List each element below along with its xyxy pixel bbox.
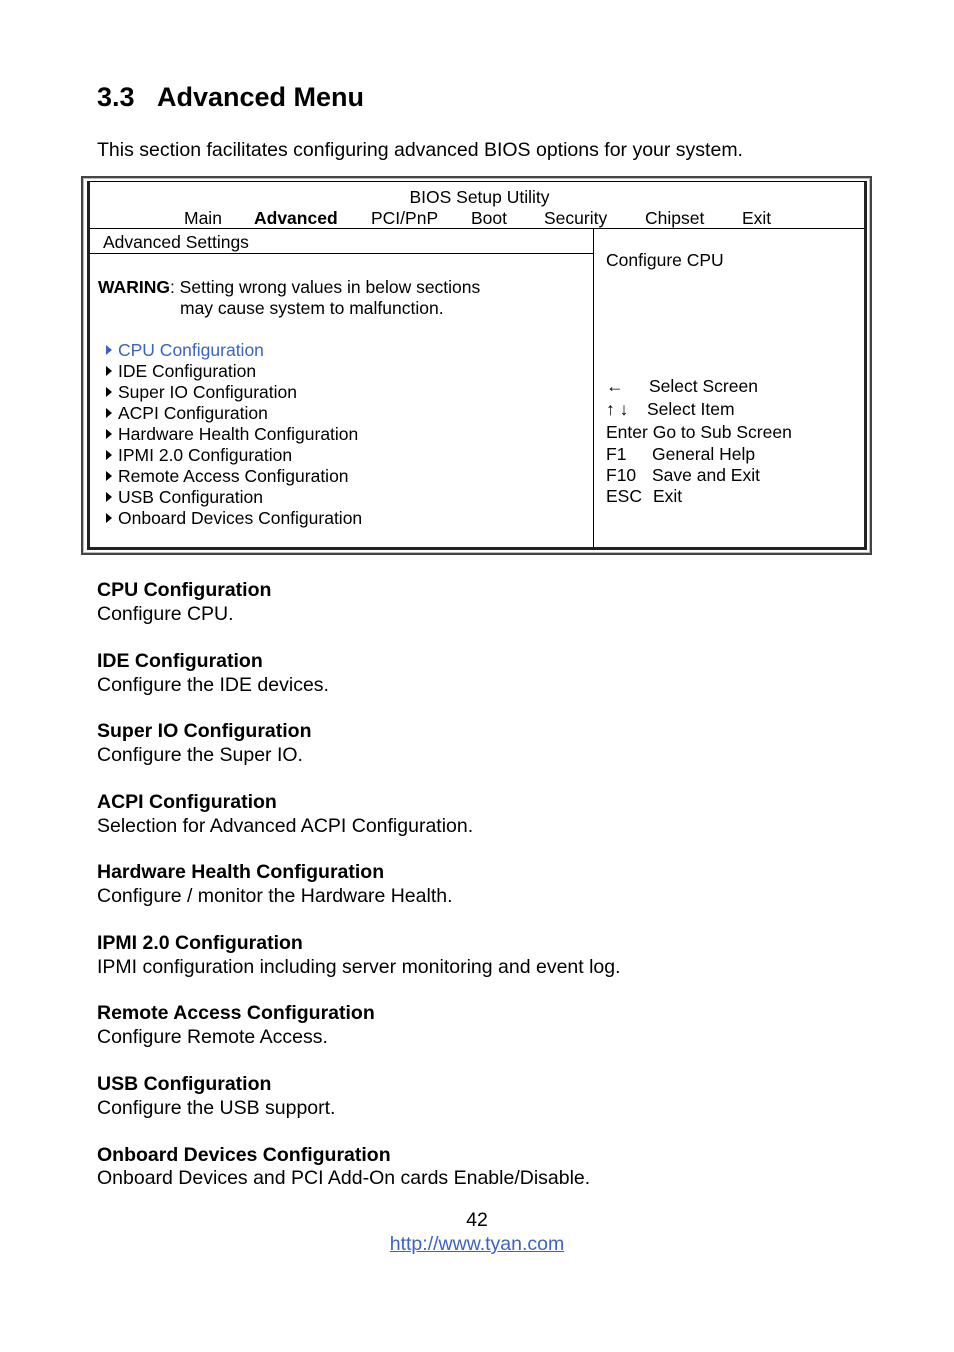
warning-line-2: may cause system to malfunction. [180, 298, 444, 318]
desc-text-cpu: Configure CPU. [97, 603, 234, 625]
submenu-arrow-icon [106, 366, 112, 376]
desc-title-super-io: Super IO Configuration [97, 720, 312, 742]
desc-title-cpu: CPU Configuration [97, 579, 272, 601]
desc-text-acpi: Selection for Advanced ACPI Configuration. [97, 815, 474, 837]
option-label: IPMI 2.0 Configuration [118, 445, 293, 465]
bios-setup-screen [81, 176, 872, 555]
option-label: ACPI Configuration [118, 403, 268, 423]
key-action: General Help [652, 444, 756, 464]
submenu-arrow-icon [106, 429, 112, 439]
key-name: F1 [606, 444, 627, 464]
key-action: Select Screen [649, 376, 758, 396]
option-remote-access-configuration[interactable] [106, 466, 349, 487]
panel-title: Advanced Settings [103, 232, 249, 252]
option-label: USB Configuration [118, 487, 263, 507]
desc-title-usb: USB Configuration [97, 1073, 272, 1095]
option-ide-configuration[interactable] [106, 361, 256, 382]
desc-title-onboard-devices: Onboard Devices Configuration [97, 1144, 391, 1166]
panel-divider [593, 228, 594, 547]
desc-text-usb: Configure the USB support. [97, 1097, 336, 1119]
desc-text-onboard-devices: Onboard Devices and PCI Add-On cards Enable/Disable. [97, 1167, 591, 1189]
page-number: 42 [466, 1209, 488, 1231]
option-cpu-configuration[interactable] [106, 340, 264, 361]
option-acpi-configuration[interactable] [106, 403, 268, 424]
section-title: Advanced Menu [157, 82, 365, 112]
option-label: IDE Configuration [118, 361, 257, 381]
submenu-arrow-icon [106, 408, 112, 418]
key-action: Select Item [647, 399, 735, 419]
panel-title-divider [90, 253, 593, 254]
option-label: CPU Configuration [118, 340, 264, 360]
option-super-io-configuration[interactable] [106, 382, 297, 403]
key-action: Save and Exit [652, 465, 760, 485]
desc-title-remote-access: Remote Access Configuration [97, 1002, 375, 1024]
key-action: Go to Sub Screen [652, 422, 792, 442]
menu-divider [90, 228, 864, 229]
option-label: Onboard Devices Configuration [118, 508, 363, 528]
key-hint-f10 [606, 465, 760, 486]
submenu-arrow-icon [106, 387, 112, 397]
left-arrow-key-icon: ← [606, 376, 624, 396]
submenu-arrow-icon [106, 471, 112, 481]
option-usb-configuration[interactable] [106, 487, 263, 508]
desc-text-hardware-health: Configure / monitor the Hardware Health. [97, 885, 453, 907]
intro-paragraph: This section facilitates configuring advanced BIOS options for your system. [97, 139, 743, 161]
warning-line-1 [98, 277, 480, 298]
menu-tab-chipset[interactable]: Chipset [645, 208, 705, 228]
menu-tab-security[interactable]: Security [544, 208, 608, 228]
bios-title: BIOS Setup Utility [409, 187, 550, 207]
bios-frame [87, 181, 867, 550]
option-onboard-devices-configuration[interactable] [106, 508, 362, 529]
desc-title-ide: IDE Configuration [97, 650, 263, 672]
key-name: F10 [606, 465, 637, 485]
menu-tab-main[interactable]: Main [184, 208, 222, 228]
help-text: Configure CPU [606, 250, 724, 270]
key-name: Enter [606, 422, 648, 442]
option-hardware-health-configuration[interactable] [106, 424, 358, 445]
option-ipmi-configuration[interactable] [106, 445, 292, 466]
desc-text-ide: Configure the IDE devices. [97, 674, 329, 696]
menu-tab-boot[interactable]: Boot [471, 208, 507, 228]
desc-title-acpi: ACPI Configuration [97, 791, 277, 813]
key-hint-select-item [606, 399, 735, 420]
key-action: Exit [653, 486, 683, 506]
submenu-arrow-icon [106, 492, 112, 502]
up-down-arrow-keys-icon: ↑ ↓ [606, 399, 629, 419]
section-heading [97, 82, 364, 113]
submenu-arrow-icon [106, 345, 112, 355]
desc-title-ipmi: IPMI 2.0 Configuration [97, 932, 303, 954]
key-hint-esc [606, 486, 682, 507]
warning-label: WARING [98, 277, 170, 297]
warning-text: : Setting wrong values in below sections [169, 277, 481, 297]
submenu-arrow-icon [106, 513, 112, 523]
desc-title-hardware-health: Hardware Health Configuration [97, 861, 385, 883]
menu-tab-advanced[interactable]: Advanced [254, 208, 338, 228]
section-number: 3.3 [97, 82, 135, 112]
menu-tab-pcipnp[interactable]: PCI/PnP [371, 208, 439, 228]
option-label: Remote Access Configuration [118, 466, 349, 486]
option-label: Hardware Health Configuration [118, 424, 359, 444]
key-hint-enter [606, 422, 792, 443]
key-hint-f1 [606, 444, 755, 465]
option-label: Super IO Configuration [118, 382, 297, 402]
desc-text-ipmi: IPMI configuration including server monitoring and event log. [97, 956, 621, 978]
website-link[interactable]: http://www.tyan.com [389, 1233, 565, 1255]
desc-text-remote-access: Configure Remote Access. [97, 1026, 328, 1048]
submenu-arrow-icon [106, 450, 112, 460]
desc-text-super-io: Configure the Super IO. [97, 744, 303, 766]
menu-tab-exit[interactable]: Exit [742, 208, 772, 228]
key-name: ESC [606, 486, 642, 506]
key-hint-select-screen [606, 376, 758, 397]
